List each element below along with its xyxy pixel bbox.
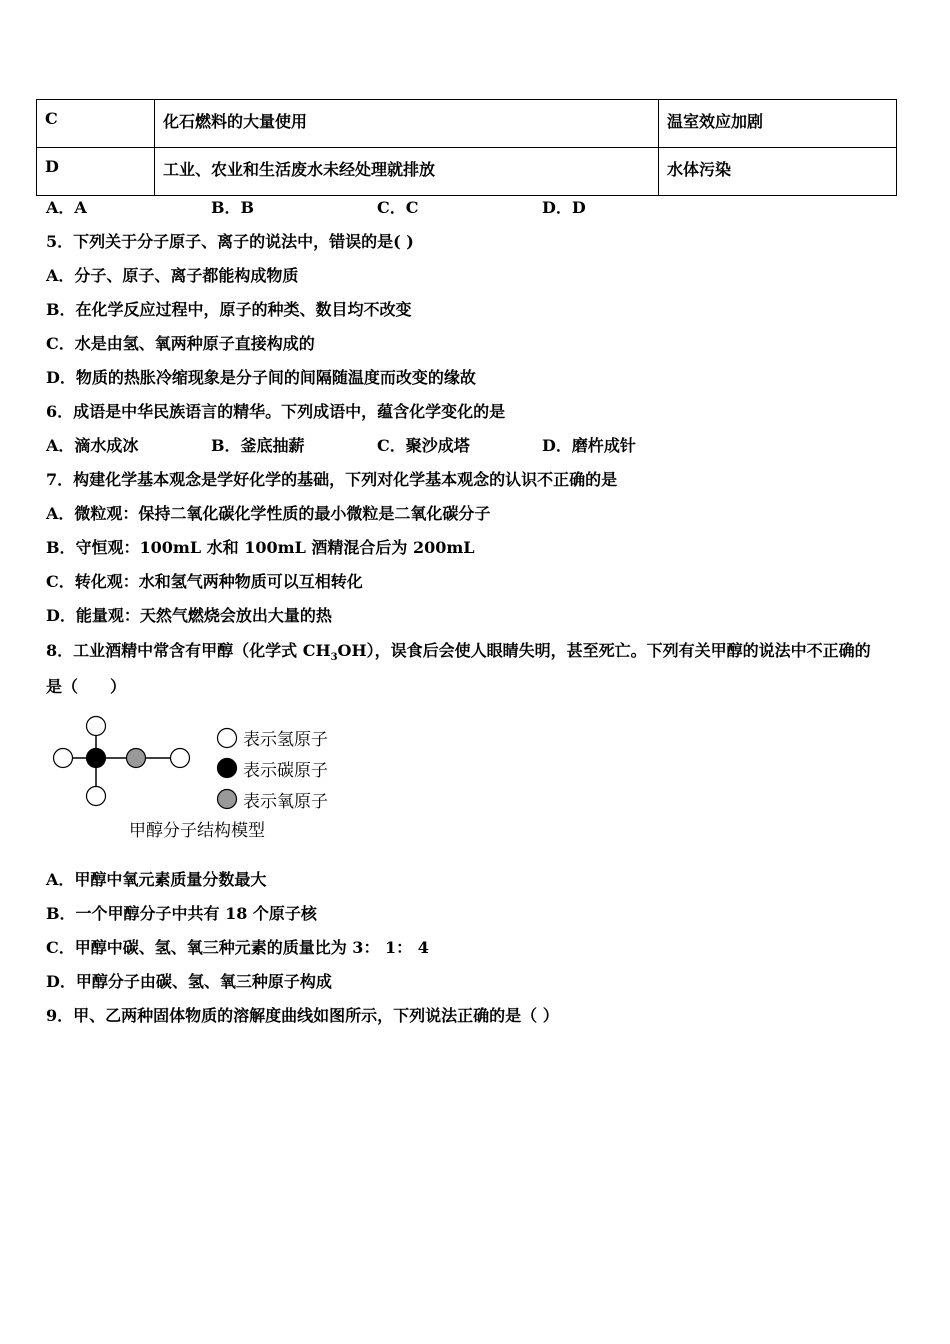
q6-option-c: C．聚沙成塔 (377, 436, 470, 455)
table-row (37, 148, 897, 196)
table-cell-effect: 温室效应加剧 (659, 100, 897, 148)
legend-oxygen-label: 表示氧原子 (243, 792, 328, 812)
q5-option-a: A．分子、原子、离子都能构成物质 (46, 266, 299, 285)
q7-option-d: D．能量观：天然气燃烧会放出大量的热 (46, 606, 332, 625)
q7-option-c: C．转化观：水和氢气两种物质可以互相转化 (46, 572, 363, 591)
table-cell-effect: 水体污染 (659, 148, 897, 196)
legend-oxygen-icon (218, 790, 237, 809)
q7-option-b: B．守恒观：100mL 水和 100mL 酒精混合后为 200mL (46, 538, 475, 557)
carbon-atom (87, 749, 106, 768)
q4-option-d: D．D (542, 198, 586, 217)
q6-option-d: D．磨杵成针 (542, 436, 636, 455)
q5-stem: 5．下列关于分子原子、离子的说法中，错误的是( ) (46, 232, 414, 251)
hydrogen-atom (87, 717, 106, 736)
q8-option-c: C．甲醇中碳、氢、氧三种元素的质量比为 3： 1： 4 (46, 938, 429, 957)
oxygen-atom (127, 749, 146, 768)
q6-stem: 6．成语是中华民族语言的精华。下列成语中，蕴含化学变化的是 (46, 402, 506, 421)
q5-option-d: D．物质的热胀冷缩现象是分子间的间隔随温度而改变的缘故 (46, 368, 476, 387)
hydrogen-atom (54, 749, 73, 768)
q4-option-b: B．B (211, 198, 255, 217)
table-cell-letter: D (37, 148, 155, 196)
q8-option-d: D．甲醇分子由碳、氢、氧三种原子构成 (46, 972, 332, 991)
hydrogen-atom (87, 787, 106, 806)
molecule-bonds (63, 726, 180, 796)
methanol-molecule-diagram (46, 714, 366, 844)
hydrogen-atom (171, 749, 190, 768)
table-cell-cause: 工业、农业和生活废水未经处理就排放 (155, 148, 659, 196)
q4-option-c: C．C (377, 198, 419, 217)
q8-stem (46, 641, 871, 668)
q4-option-a: A．A (46, 198, 87, 217)
q8-stem-subscript: 3 (330, 652, 338, 664)
answer-table (36, 99, 897, 196)
table-cell-cause: 化石燃料的大量使用 (155, 100, 659, 148)
q7-stem: 7．构建化学基本观念是学好化学的基础，下列对化学基本观念的认识不正确的是 (46, 470, 618, 489)
q9-stem: 9．甲、乙两种固体物质的溶解度曲线如图所示，下列说法正确的是（ ） (46, 1006, 559, 1025)
legend-carbon-label: 表示碳原子 (243, 761, 328, 781)
legend-hydrogen-icon (218, 729, 237, 748)
q8-stem-part1: 8．工业酒精中常含有甲醇（化学式 CH (46, 641, 331, 660)
q5-option-b: B．在化学反应过程中，原子的种类、数目均不改变 (46, 300, 412, 319)
legend-carbon-icon (218, 759, 237, 778)
legend-hydrogen-label: 表示氢原子 (243, 730, 328, 750)
q6-option-a: A．滴水成冰 (46, 436, 139, 455)
q8-stem-part2: OH），误食后会使人眼睛失明，甚至死亡。下列有关甲醇的说法中不正确的 (337, 641, 871, 660)
q6-option-b: B．釜底抽薪 (211, 436, 305, 455)
table-row (37, 100, 897, 148)
q7-option-a: A．微粒观：保持二氧化碳化学性质的最小微粒是二氧化碳分子 (46, 504, 491, 523)
q5-option-c: C．水是由氢、氧两种原子直接构成的 (46, 334, 315, 353)
table-cell-letter: C (37, 100, 155, 148)
q8-option-b: B．一个甲醇分子中共有 18 个原子核 (46, 904, 317, 923)
diagram-caption: 甲醇分子结构模型 (129, 821, 265, 841)
q8-option-a: A．甲醇中氧元素质量分数最大 (46, 870, 267, 889)
q8-stem-line2: 是（ ） (46, 677, 127, 696)
